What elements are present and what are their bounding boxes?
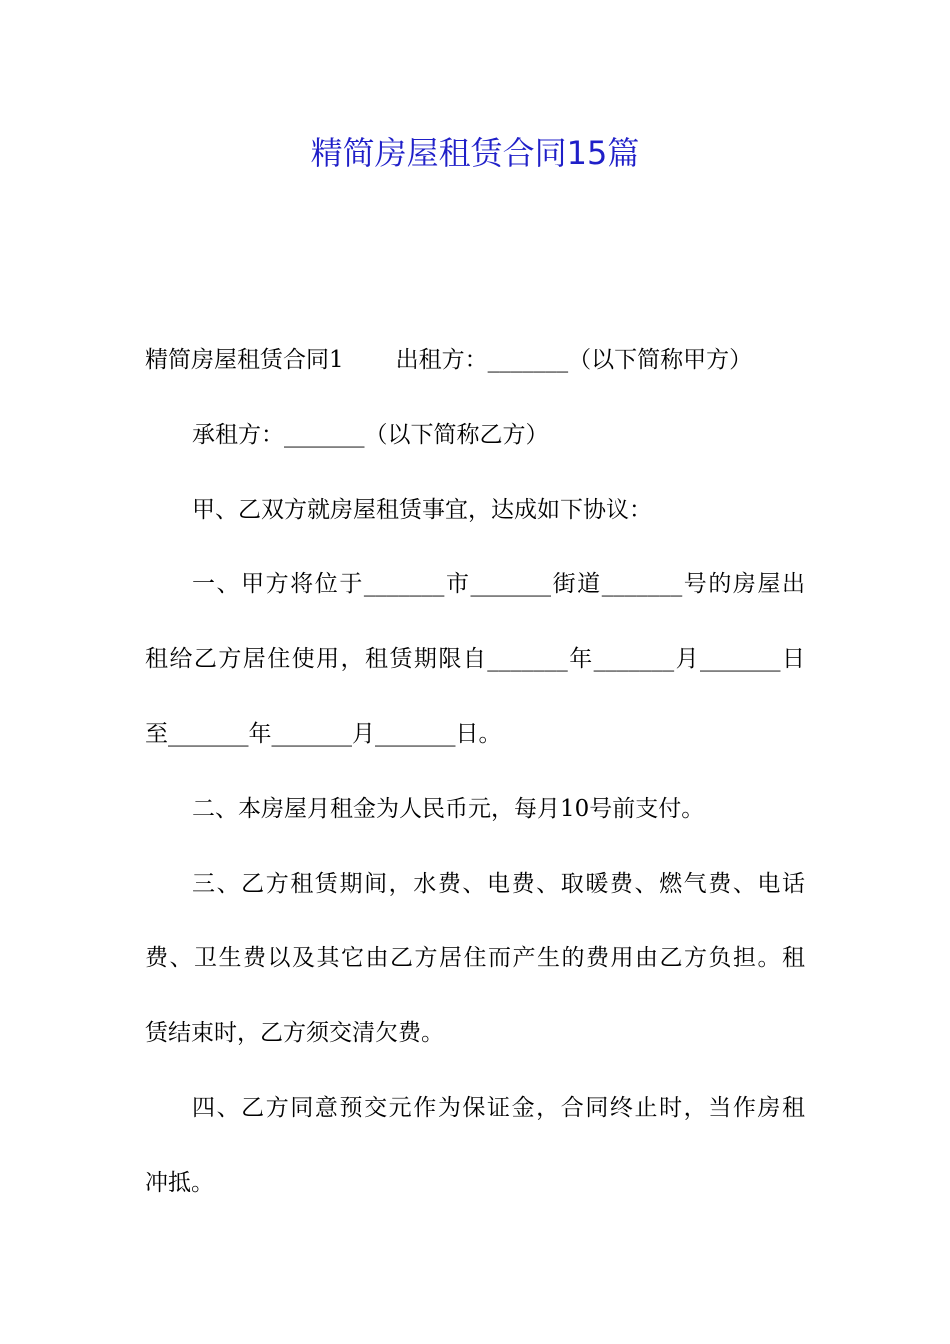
clause-3-line-1: 三、乙方租赁期间，水费、电费、取暖费、燃气费、电话 [192, 871, 805, 897]
clause-2: 二、本房屋月租金为人民币元，每月10号前支付。 [192, 796, 705, 822]
agreement-intro: 甲、乙双方就房屋租赁事宜，达成如下协议： [192, 497, 652, 523]
clause-3-line-2: 费、卫生费以及其它由乙方居住而产生的费用由乙方负担。租 [145, 945, 805, 971]
clause-1-line-1: 一、甲方将位于_______市_______街道_______号的房屋出 [192, 571, 805, 597]
header-line [145, 342, 752, 378]
clause-1-line-2: 租给乙方居住使用，租赁期限自_______年_______月_______日 [145, 646, 805, 672]
lessee-line: 承租方：_______（以下简称乙方） [192, 422, 549, 448]
clause-4-line-2: 冲抵。 [145, 1170, 214, 1196]
clause-4-line-1: 四、乙方同意预交元作为保证金，合同终止时，当作房租 [192, 1095, 805, 1121]
document-title: 精简房屋租赁合同15篇 [310, 134, 640, 172]
section-label: 精简房屋租赁合同1 [145, 347, 344, 373]
clause-3-line-3: 赁结束时，乙方须交清欠费。 [145, 1020, 444, 1046]
lessor-line: 出租方：_______（以下简称甲方） [395, 347, 753, 373]
clause-1-line-3: 至_______年_______月_______日。 [145, 721, 502, 747]
